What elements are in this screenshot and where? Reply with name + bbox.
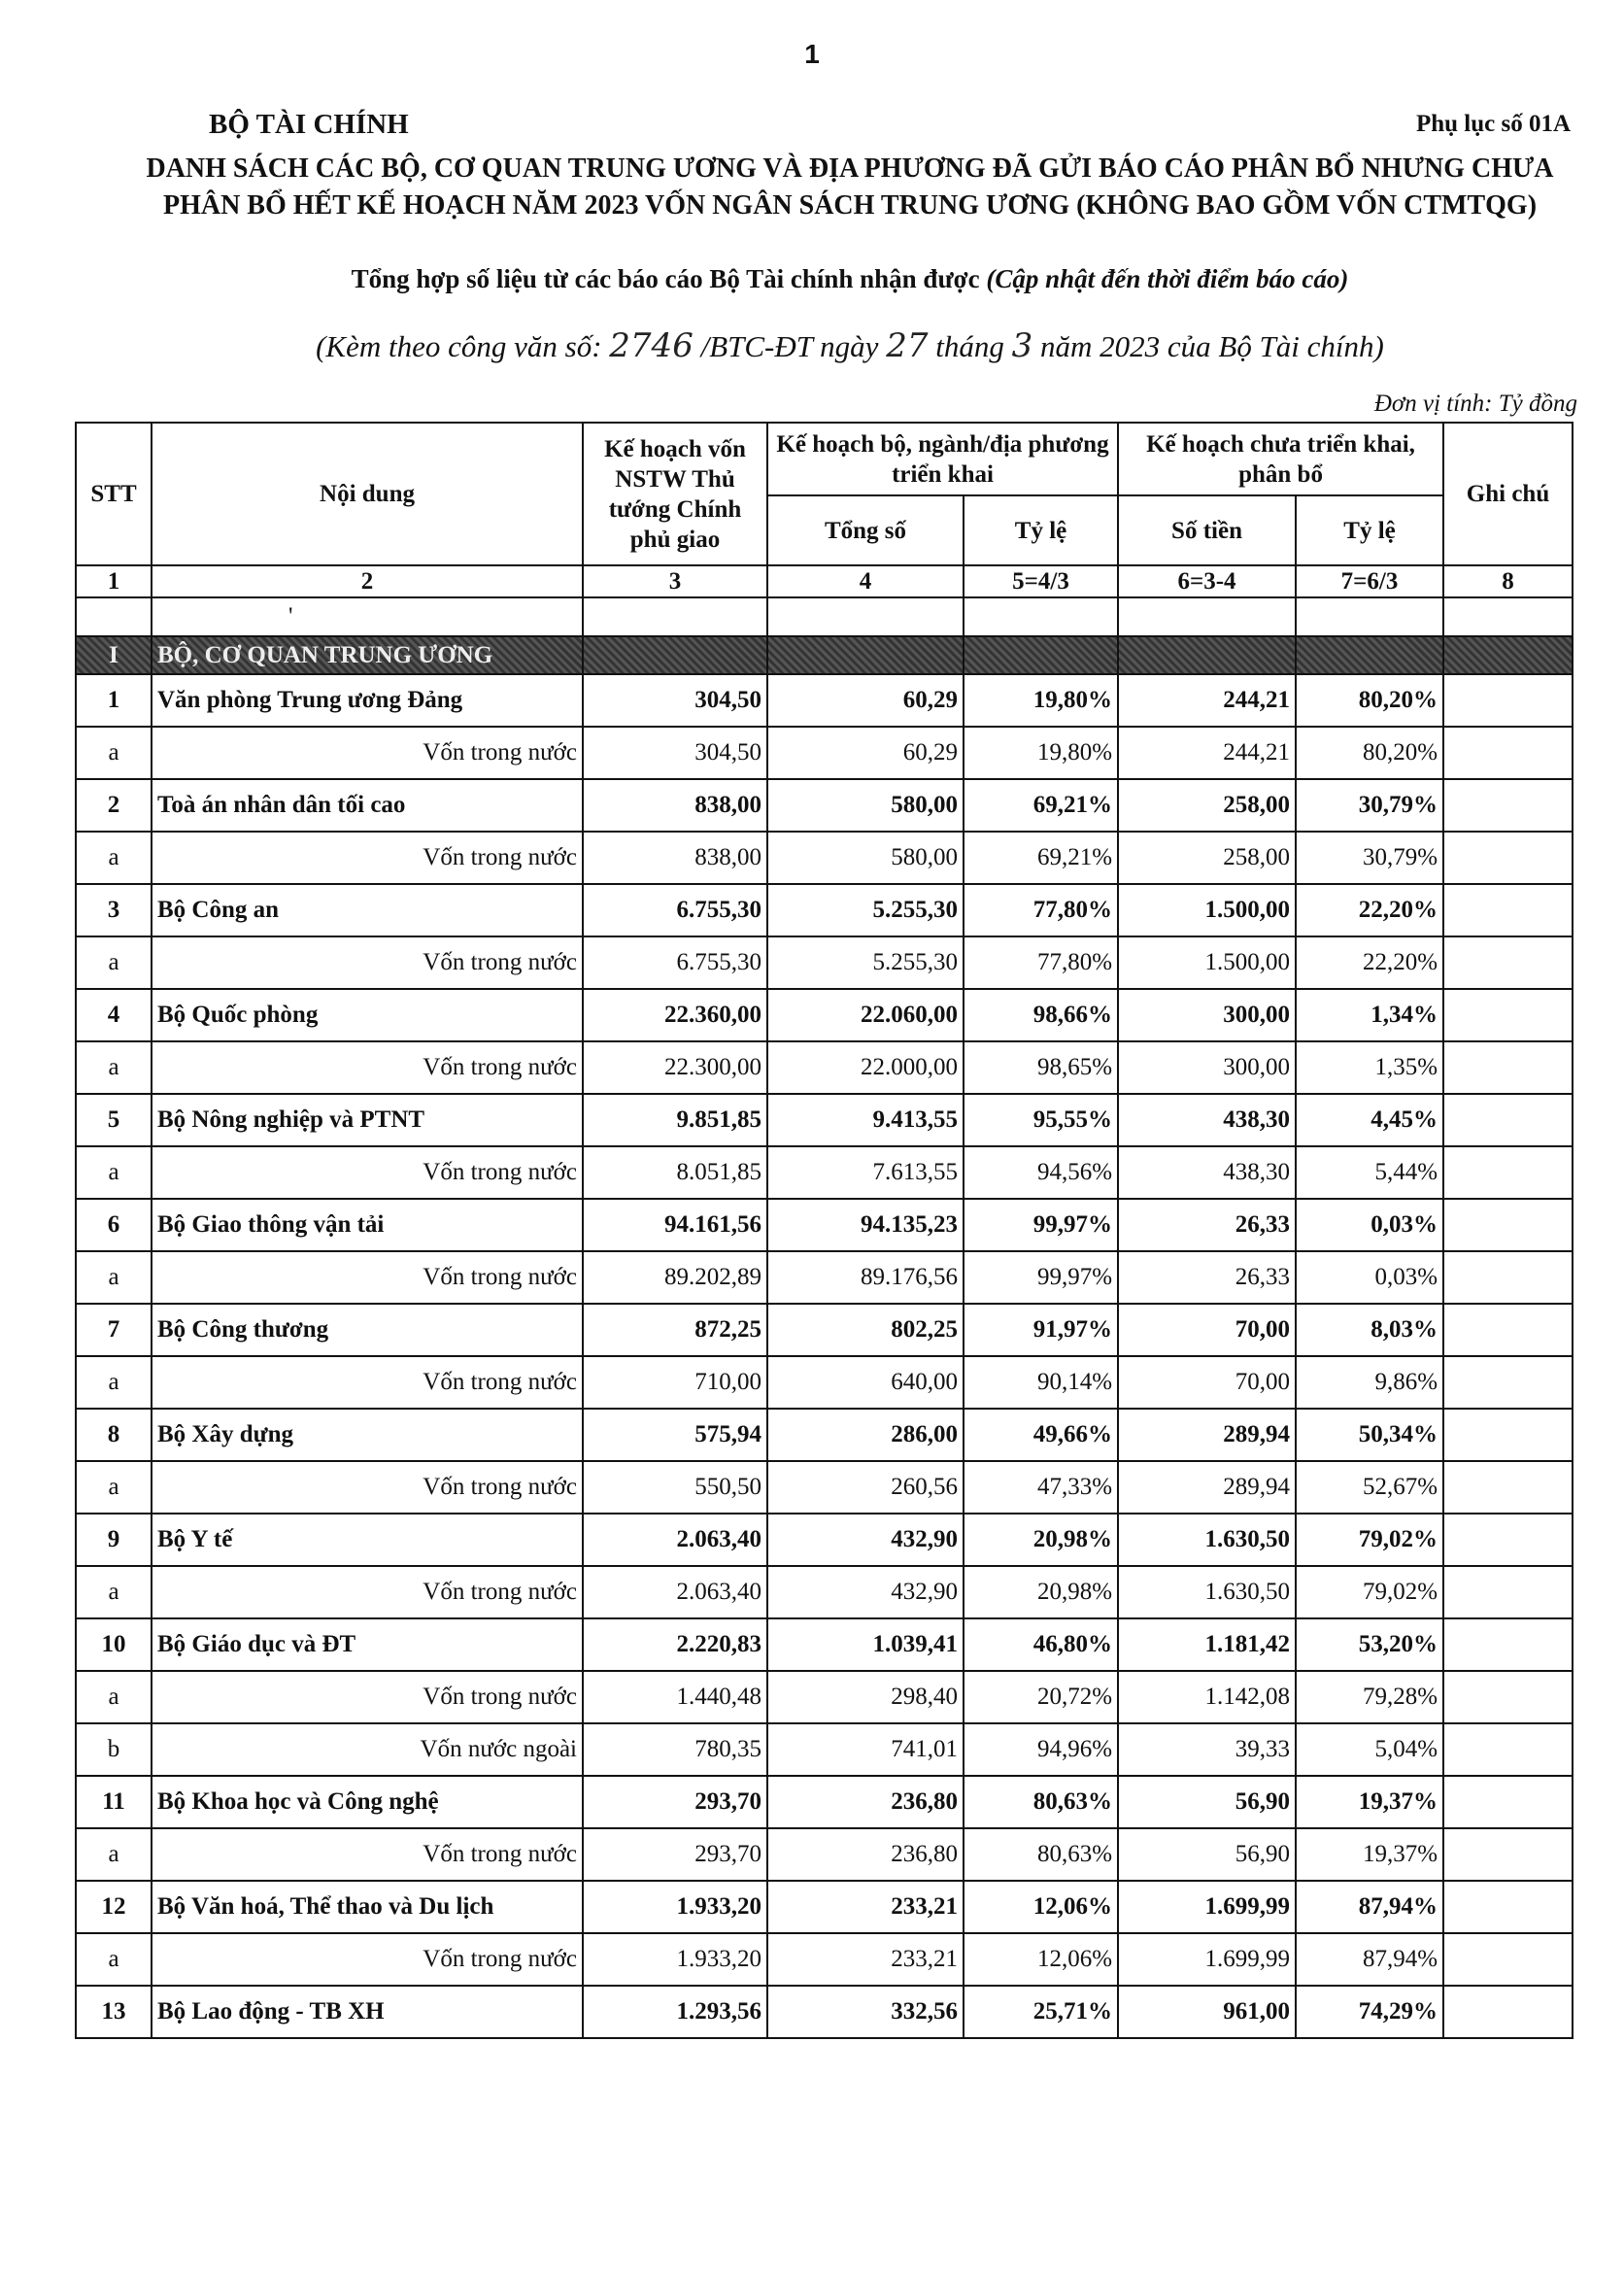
- table-row: [76, 1199, 1573, 1251]
- row-note: [1443, 1304, 1573, 1356]
- row-note: [1443, 1461, 1573, 1514]
- section-stt: I: [76, 636, 152, 674]
- row-deployed-rate: 69,21%: [964, 779, 1118, 832]
- index-cell: 5=4/3: [964, 565, 1118, 597]
- header-undeployed: Kế hoạch chưa triển khai, phân bổ: [1118, 423, 1443, 495]
- row-note: [1443, 989, 1573, 1041]
- row-note: [1443, 1986, 1573, 2038]
- row-name: Vốn trong nước: [152, 1566, 583, 1618]
- row-undeployed-amount: 1.630,50: [1118, 1566, 1296, 1618]
- index-cell: 4: [767, 565, 964, 597]
- row-stt: a: [76, 1461, 152, 1514]
- row-stt: 8: [76, 1409, 152, 1461]
- row-undeployed-rate: 30,79%: [1296, 779, 1443, 832]
- row-plan: 94.161,56: [583, 1199, 767, 1251]
- document-subtitle: [146, 264, 1554, 294]
- row-name: Vốn trong nước: [152, 1671, 583, 1723]
- row-stt: a: [76, 1041, 152, 1094]
- header-undeployed-amount: Số tiền: [1118, 495, 1296, 565]
- index-cell: 7=6/3: [1296, 565, 1443, 597]
- row-note: [1443, 674, 1573, 727]
- table-row: [76, 1304, 1573, 1356]
- header-plan: Kế hoạch vốn NSTW Thủ tướng Chính phủ giao: [583, 423, 767, 565]
- table-row: [76, 1146, 1573, 1199]
- row-undeployed-rate: 22,20%: [1296, 936, 1443, 989]
- row-stt: a: [76, 1671, 152, 1723]
- row-deployed-rate: 80,63%: [964, 1828, 1118, 1881]
- row-stt: a: [76, 727, 152, 779]
- row-note: [1443, 1671, 1573, 1723]
- header-deployed-rate: Tỷ lệ: [964, 495, 1118, 565]
- row-note: [1443, 727, 1573, 779]
- row-undeployed-rate: 79,02%: [1296, 1566, 1443, 1618]
- row-undeployed-rate: 52,67%: [1296, 1461, 1443, 1514]
- row-note: [1443, 1251, 1573, 1304]
- row-undeployed-amount: 258,00: [1118, 779, 1296, 832]
- row-deployed-total: 22.000,00: [767, 1041, 964, 1094]
- row-deployed-total: 432,90: [767, 1514, 964, 1566]
- row-stt: 1: [76, 674, 152, 727]
- row-deployed-total: 580,00: [767, 832, 964, 884]
- row-undeployed-rate: 9,86%: [1296, 1356, 1443, 1409]
- row-deployed-rate: 12,06%: [964, 1881, 1118, 1933]
- row-plan: 710,00: [583, 1356, 767, 1409]
- row-stt: a: [76, 1566, 152, 1618]
- table-row: [76, 989, 1573, 1041]
- row-stt: 13: [76, 1986, 152, 2038]
- row-undeployed-amount: 1.142,08: [1118, 1671, 1296, 1723]
- row-stt: 5: [76, 1094, 152, 1146]
- row-stt: a: [76, 1828, 152, 1881]
- row-plan: 2.063,40: [583, 1566, 767, 1618]
- table-row: [76, 1881, 1573, 1933]
- row-name: Bộ Công an: [152, 884, 583, 936]
- row-plan: 1.933,20: [583, 1881, 767, 1933]
- row-undeployed-amount: 244,21: [1118, 727, 1296, 779]
- row-undeployed-rate: 87,94%: [1296, 1881, 1443, 1933]
- row-undeployed-amount: 70,00: [1118, 1356, 1296, 1409]
- row-deployed-total: 22.060,00: [767, 989, 964, 1041]
- row-undeployed-amount: 438,30: [1118, 1146, 1296, 1199]
- row-deployed-total: 60,29: [767, 674, 964, 727]
- row-undeployed-rate: 19,37%: [1296, 1828, 1443, 1881]
- row-undeployed-rate: 74,29%: [1296, 1986, 1443, 2038]
- row-note: [1443, 1828, 1573, 1881]
- row-stt: 6: [76, 1199, 152, 1251]
- reference-line: [146, 326, 1554, 365]
- header-content: Nội dung: [152, 423, 583, 565]
- row-deployed-rate: 91,97%: [964, 1304, 1118, 1356]
- row-undeployed-rate: 22,20%: [1296, 884, 1443, 936]
- table-row: [76, 1094, 1573, 1146]
- row-name: Vốn trong nước: [152, 832, 583, 884]
- ref-day: 27: [886, 326, 929, 365]
- row-name: Vốn trong nước: [152, 1933, 583, 1986]
- row-note: [1443, 779, 1573, 832]
- row-name: Vốn trong nước: [152, 1041, 583, 1094]
- row-undeployed-amount: 300,00: [1118, 1041, 1296, 1094]
- row-name: Bộ Văn hoá, Thể thao và Du lịch: [152, 1881, 583, 1933]
- row-stt: 3: [76, 884, 152, 936]
- row-undeployed-rate: 50,34%: [1296, 1409, 1443, 1461]
- row-deployed-total: 802,25: [767, 1304, 964, 1356]
- table-row: [76, 1671, 1573, 1723]
- row-deployed-total: 298,40: [767, 1671, 964, 1723]
- row-note: [1443, 1409, 1573, 1461]
- row-name: Toà án nhân dân tối cao: [152, 779, 583, 832]
- header-deployed: Kế hoạch bộ, ngành/địa phương triển khai: [767, 423, 1118, 495]
- row-deployed-total: 233,21: [767, 1933, 964, 1986]
- row-deployed-rate: 90,14%: [964, 1356, 1118, 1409]
- unit-label: Đơn vị tính: Tỷ đồng: [1373, 391, 1577, 417]
- index-cell: 8: [1443, 565, 1573, 597]
- row-deployed-rate: 80,63%: [964, 1776, 1118, 1828]
- row-deployed-total: 332,56: [767, 1986, 964, 2038]
- row-deployed-total: 236,80: [767, 1828, 964, 1881]
- row-deployed-total: 89.176,56: [767, 1251, 964, 1304]
- row-deployed-total: 260,56: [767, 1461, 964, 1514]
- row-undeployed-rate: 53,20%: [1296, 1618, 1443, 1671]
- row-undeployed-amount: 56,90: [1118, 1828, 1296, 1881]
- row-plan: 838,00: [583, 779, 767, 832]
- row-note: [1443, 1776, 1573, 1828]
- row-deployed-rate: 98,65%: [964, 1041, 1118, 1094]
- row-stt: 10: [76, 1618, 152, 1671]
- organization-name: BỘ TÀI CHÍNH: [209, 109, 409, 140]
- row-deployed-total: 60,29: [767, 727, 964, 779]
- row-deployed-total: 640,00: [767, 1356, 964, 1409]
- row-plan: 1.440,48: [583, 1671, 767, 1723]
- table-row: [76, 1933, 1573, 1986]
- row-name: Vốn nước ngoài: [152, 1723, 583, 1776]
- row-note: [1443, 1356, 1573, 1409]
- row-plan: 1.933,20: [583, 1933, 767, 1986]
- row-plan: 304,50: [583, 674, 767, 727]
- row-deployed-total: 94.135,23: [767, 1199, 964, 1251]
- row-undeployed-rate: 80,20%: [1296, 674, 1443, 727]
- row-stt: a: [76, 936, 152, 989]
- row-deployed-rate: 49,66%: [964, 1409, 1118, 1461]
- row-stt: a: [76, 832, 152, 884]
- row-name: Bộ Khoa học và Công nghệ: [152, 1776, 583, 1828]
- row-deployed-rate: 19,80%: [964, 674, 1118, 727]
- row-plan: 6.755,30: [583, 936, 767, 989]
- row-deployed-total: 236,80: [767, 1776, 964, 1828]
- table-row: [76, 1041, 1573, 1094]
- row-plan: 293,70: [583, 1828, 767, 1881]
- row-stt: 7: [76, 1304, 152, 1356]
- row-deployed-total: 580,00: [767, 779, 964, 832]
- index-cell: 3: [583, 565, 767, 597]
- row-undeployed-amount: 39,33: [1118, 1723, 1296, 1776]
- row-deployed-rate: 69,21%: [964, 832, 1118, 884]
- row-deployed-rate: 95,55%: [964, 1094, 1118, 1146]
- row-name: Bộ Giao thông vận tải: [152, 1199, 583, 1251]
- table-row: [76, 1776, 1573, 1828]
- table-row: [76, 1986, 1573, 2038]
- column-index-row: [76, 565, 1573, 597]
- table-row: [76, 832, 1573, 884]
- page-number: 1: [804, 39, 820, 69]
- row-plan: 89.202,89: [583, 1251, 767, 1304]
- row-plan: 304,50: [583, 727, 767, 779]
- row-note: [1443, 1618, 1573, 1671]
- row-plan: 8.051,85: [583, 1146, 767, 1199]
- allocation-table: [75, 422, 1573, 2039]
- ref-number: 2746: [609, 326, 694, 365]
- table-row: [76, 1618, 1573, 1671]
- document-title: DANH SÁCH CÁC BỘ, CƠ QUAN TRUNG ƯƠNG VÀ ĐỊA PHƯƠNG ĐÃ GỬI BÁO CÁO PHÂN BỔ NHƯNG CHƯA PHÂN BỔ HẾT KẾ HOẠCH NĂM 2023 VỐN NGÂN SÁCH TRUNG ƯƠNG (KHÔNG BAO GỒM VỐN CTMTQG): [146, 153, 1554, 221]
- row-undeployed-rate: 5,44%: [1296, 1146, 1443, 1199]
- row-plan: 2.220,83: [583, 1618, 767, 1671]
- table-row: [76, 1723, 1573, 1776]
- row-note: [1443, 936, 1573, 989]
- row-plan: 22.360,00: [583, 989, 767, 1041]
- header-note: Ghi chú: [1443, 423, 1573, 565]
- row-stt: 12: [76, 1881, 152, 1933]
- row-note: [1443, 884, 1573, 936]
- row-deployed-rate: 99,97%: [964, 1199, 1118, 1251]
- row-plan: 780,35: [583, 1723, 767, 1776]
- row-undeployed-amount: 289,94: [1118, 1409, 1296, 1461]
- row-undeployed-amount: 56,90: [1118, 1776, 1296, 1828]
- row-undeployed-amount: 258,00: [1118, 832, 1296, 884]
- row-undeployed-rate: 80,20%: [1296, 727, 1443, 779]
- ref-mid: /BTC-ĐT ngày: [693, 329, 887, 363]
- row-undeployed-amount: 26,33: [1118, 1199, 1296, 1251]
- row-undeployed-rate: 30,79%: [1296, 832, 1443, 884]
- row-deployed-rate: 77,80%: [964, 936, 1118, 989]
- row-stt: a: [76, 1146, 152, 1199]
- table-row: [76, 884, 1573, 936]
- row-undeployed-amount: 961,00: [1118, 1986, 1296, 2038]
- row-plan: 6.755,30: [583, 884, 767, 936]
- table-row: [76, 1356, 1573, 1409]
- row-name: Vốn trong nước: [152, 1828, 583, 1881]
- row-undeployed-amount: 1.630,50: [1118, 1514, 1296, 1566]
- row-deployed-total: 1.039,41: [767, 1618, 964, 1671]
- row-name: Bộ Y tế: [152, 1514, 583, 1566]
- row-undeployed-amount: 70,00: [1118, 1304, 1296, 1356]
- row-note: [1443, 1723, 1573, 1776]
- subtitle-main: Tổng hợp số liệu từ các báo cáo Bộ Tài chính nhận được: [351, 264, 987, 293]
- row-note: [1443, 832, 1573, 884]
- row-undeployed-rate: 1,35%: [1296, 1041, 1443, 1094]
- row-undeployed-rate: 0,03%: [1296, 1251, 1443, 1304]
- row-deployed-rate: 20,98%: [964, 1514, 1118, 1566]
- row-deployed-total: 286,00: [767, 1409, 964, 1461]
- row-deployed-rate: 94,96%: [964, 1723, 1118, 1776]
- row-undeployed-rate: 79,28%: [1296, 1671, 1443, 1723]
- section-row: [76, 636, 1573, 674]
- row-deployed-rate: 20,98%: [964, 1566, 1118, 1618]
- row-deployed-rate: 20,72%: [964, 1671, 1118, 1723]
- row-undeployed-rate: 5,04%: [1296, 1723, 1443, 1776]
- row-undeployed-rate: 79,02%: [1296, 1514, 1443, 1566]
- row-plan: 575,94: [583, 1409, 767, 1461]
- row-deployed-total: 233,21: [767, 1881, 964, 1933]
- table-row: [76, 1461, 1573, 1514]
- row-undeployed-amount: 438,30: [1118, 1094, 1296, 1146]
- row-name: Bộ Lao động - TB XH: [152, 1986, 583, 2038]
- row-deployed-total: 9.413,55: [767, 1094, 964, 1146]
- row-deployed-rate: 77,80%: [964, 884, 1118, 936]
- row-undeployed-amount: 1.500,00: [1118, 884, 1296, 936]
- row-deployed-total: 741,01: [767, 1723, 964, 1776]
- table-row: [76, 1514, 1573, 1566]
- table-row: [76, 674, 1573, 727]
- row-deployed-total: 5.255,30: [767, 884, 964, 936]
- index-cell: 6=3-4: [1118, 565, 1296, 597]
- row-note: [1443, 1933, 1573, 1986]
- row-deployed-rate: 99,97%: [964, 1251, 1118, 1304]
- row-name: Bộ Quốc phòng: [152, 989, 583, 1041]
- row-undeployed-amount: 1.181,42: [1118, 1618, 1296, 1671]
- header-undeployed-rate: Tỷ lệ: [1296, 495, 1443, 565]
- row-plan: 872,25: [583, 1304, 767, 1356]
- row-undeployed-rate: 87,94%: [1296, 1933, 1443, 1986]
- row-note: [1443, 1146, 1573, 1199]
- row-deployed-total: 7.613,55: [767, 1146, 964, 1199]
- row-name: Vốn trong nước: [152, 1146, 583, 1199]
- table-row: [76, 1828, 1573, 1881]
- row-deployed-rate: 94,56%: [964, 1146, 1118, 1199]
- blank-row: [76, 597, 1573, 636]
- row-undeployed-amount: 1.500,00: [1118, 936, 1296, 989]
- ref-prefix: (Kèm theo công văn số:: [316, 329, 610, 363]
- row-name: Bộ Giáo dục và ĐT: [152, 1618, 583, 1671]
- ref-month-label: tháng: [928, 329, 1012, 363]
- index-cell: 1: [76, 565, 152, 597]
- row-note: [1443, 1566, 1573, 1618]
- table-row: [76, 1409, 1573, 1461]
- row-undeployed-rate: 0,03%: [1296, 1199, 1443, 1251]
- ref-month: 3: [1011, 326, 1033, 365]
- row-stt: a: [76, 1251, 152, 1304]
- row-undeployed-rate: 8,03%: [1296, 1304, 1443, 1356]
- row-plan: 550,50: [583, 1461, 767, 1514]
- row-plan: 1.293,56: [583, 1986, 767, 2038]
- table-row: [76, 779, 1573, 832]
- row-undeployed-amount: 1.699,99: [1118, 1933, 1296, 1986]
- row-deployed-total: 432,90: [767, 1566, 964, 1618]
- appendix-label: Phụ lục số 01A: [1415, 111, 1571, 137]
- row-stt: a: [76, 1356, 152, 1409]
- table-row: [76, 936, 1573, 989]
- row-name: Bộ Xây dựng: [152, 1409, 583, 1461]
- row-undeployed-amount: 26,33: [1118, 1251, 1296, 1304]
- row-undeployed-rate: 4,45%: [1296, 1094, 1443, 1146]
- row-stt: 4: [76, 989, 152, 1041]
- row-plan: 9.851,85: [583, 1094, 767, 1146]
- row-deployed-rate: 25,71%: [964, 1986, 1118, 2038]
- header-deployed-total: Tổng số: [767, 495, 964, 565]
- row-undeployed-amount: 289,94: [1118, 1461, 1296, 1514]
- header-stt: STT: [76, 423, 152, 565]
- row-deployed-total: 5.255,30: [767, 936, 964, 989]
- blank-mark: ': [152, 597, 583, 636]
- row-undeployed-rate: 1,34%: [1296, 989, 1443, 1041]
- table-row: [76, 727, 1573, 779]
- table-row: [76, 1566, 1573, 1618]
- row-deployed-rate: 12,06%: [964, 1933, 1118, 1986]
- row-stt: a: [76, 1933, 152, 1986]
- row-deployed-rate: 47,33%: [964, 1461, 1118, 1514]
- section-name: BỘ, CƠ QUAN TRUNG ƯƠNG: [152, 636, 583, 674]
- row-undeployed-amount: 1.699,99: [1118, 1881, 1296, 1933]
- row-note: [1443, 1199, 1573, 1251]
- row-name: Bộ Công thương: [152, 1304, 583, 1356]
- table-row: [76, 1251, 1573, 1304]
- row-note: [1443, 1041, 1573, 1094]
- row-plan: 2.063,40: [583, 1514, 767, 1566]
- index-cell: 2: [152, 565, 583, 597]
- row-undeployed-amount: 244,21: [1118, 674, 1296, 727]
- row-name: Bộ Nông nghiệp và PTNT: [152, 1094, 583, 1146]
- row-stt: 2: [76, 779, 152, 832]
- row-stt: b: [76, 1723, 152, 1776]
- row-plan: 838,00: [583, 832, 767, 884]
- row-plan: 22.300,00: [583, 1041, 767, 1094]
- row-name: Vốn trong nước: [152, 1461, 583, 1514]
- row-note: [1443, 1881, 1573, 1933]
- subtitle-italic: (Cập nhật đến thời điểm báo cáo): [986, 264, 1349, 293]
- row-undeployed-amount: 300,00: [1118, 989, 1296, 1041]
- ref-suffix: năm 2023 của Bộ Tài chính): [1032, 329, 1384, 363]
- row-deployed-rate: 19,80%: [964, 727, 1118, 779]
- row-name: Vốn trong nước: [152, 727, 583, 779]
- row-stt: 9: [76, 1514, 152, 1566]
- row-stt: 11: [76, 1776, 152, 1828]
- row-note: [1443, 1514, 1573, 1566]
- row-note: [1443, 1094, 1573, 1146]
- row-deployed-rate: 98,66%: [964, 989, 1118, 1041]
- row-name: Văn phòng Trung ương Đảng: [152, 674, 583, 727]
- row-name: Vốn trong nước: [152, 1251, 583, 1304]
- row-plan: 293,70: [583, 1776, 767, 1828]
- row-undeployed-rate: 19,37%: [1296, 1776, 1443, 1828]
- row-deployed-rate: 46,80%: [964, 1618, 1118, 1671]
- row-name: Vốn trong nước: [152, 936, 583, 989]
- row-name: Vốn trong nước: [152, 1356, 583, 1409]
